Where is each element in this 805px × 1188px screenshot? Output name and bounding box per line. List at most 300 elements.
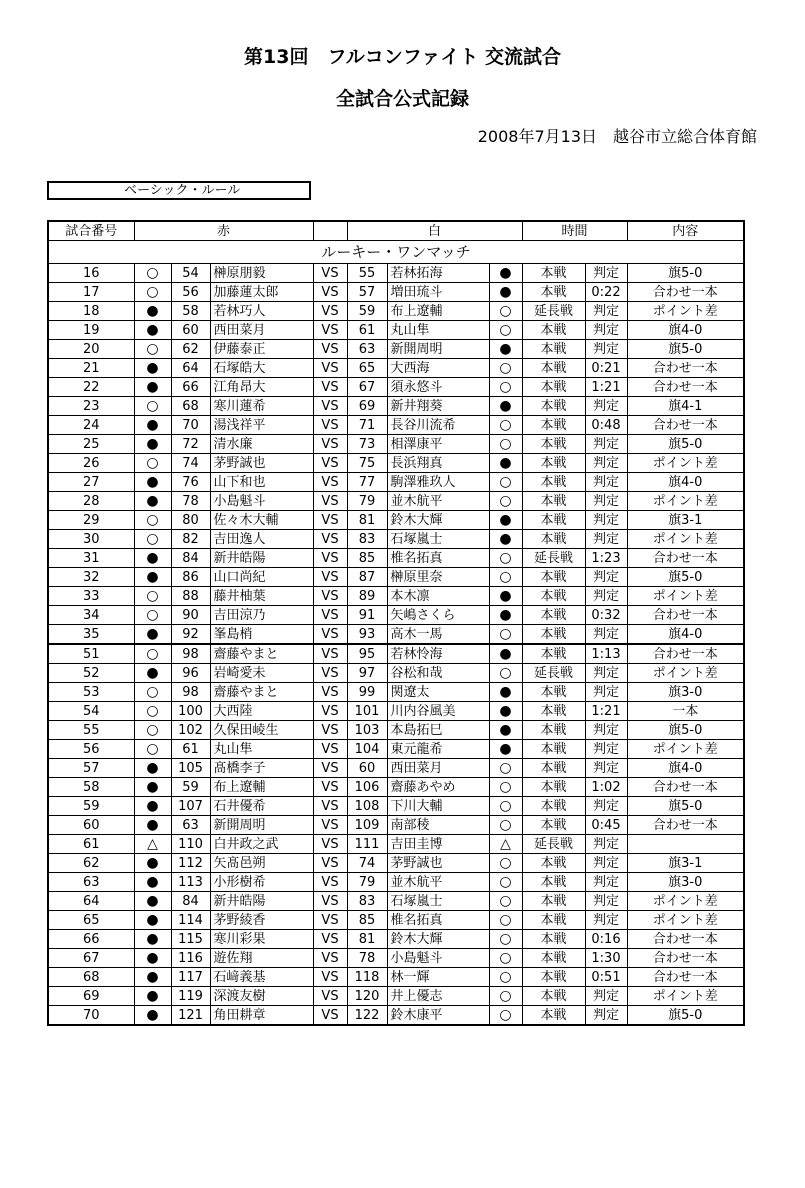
- round: 本戦: [522, 359, 585, 378]
- red-result-mark: ○: [134, 587, 171, 606]
- red-result-mark: ○: [134, 721, 171, 740]
- content: 旗5-0: [627, 1006, 744, 1026]
- round: 本戦: [522, 987, 585, 1006]
- round: 本戦: [522, 873, 585, 892]
- red-result-mark: ●: [134, 949, 171, 968]
- table-row: [48, 454, 744, 473]
- content: ポイント差: [627, 454, 744, 473]
- table-row: [48, 892, 744, 911]
- white-name: 並木航平: [387, 873, 489, 892]
- table-row: [48, 873, 744, 892]
- table-row: [48, 816, 744, 835]
- vs-label: VS: [313, 835, 347, 854]
- time: 判定: [585, 397, 627, 416]
- white-result-mark: ●: [489, 721, 522, 740]
- red-result-mark: ●: [134, 321, 171, 340]
- white-name: 増田琉斗: [387, 283, 489, 302]
- vs-label: VS: [313, 683, 347, 702]
- content: 旗4-0: [627, 473, 744, 492]
- white-number: 81: [347, 511, 387, 530]
- vs-label: VS: [313, 302, 347, 321]
- red-number: 110: [171, 835, 210, 854]
- red-name: 石塚皓大: [210, 359, 313, 378]
- vs-label: VS: [313, 778, 347, 797]
- time: 1:13: [585, 644, 627, 664]
- section-title: ルーキー・ワンマッチ: [48, 241, 744, 264]
- white-number: 118: [347, 968, 387, 987]
- time: 判定: [585, 264, 627, 283]
- red-result-mark: ○: [134, 740, 171, 759]
- vs-label: VS: [313, 702, 347, 721]
- match-no: 53: [48, 683, 134, 702]
- table-row: [48, 530, 744, 549]
- red-result-mark: ○: [134, 340, 171, 359]
- red-name: 峯島梢: [210, 625, 313, 645]
- red-result-mark: ●: [134, 759, 171, 778]
- white-result-mark: ○: [489, 321, 522, 340]
- red-result-mark: ○: [134, 264, 171, 283]
- red-name: 布上遼輔: [210, 778, 313, 797]
- table-row: [48, 416, 744, 435]
- white-result-mark: ○: [489, 968, 522, 987]
- white-name: 小島魁斗: [387, 949, 489, 968]
- vs-label: VS: [313, 949, 347, 968]
- red-number: 58: [171, 302, 210, 321]
- vs-label: VS: [313, 530, 347, 549]
- red-result-mark: ●: [134, 664, 171, 683]
- table-row: [48, 321, 744, 340]
- white-result-mark: ○: [489, 302, 522, 321]
- content: 旗4-0: [627, 321, 744, 340]
- white-name: 石塚嵐士: [387, 892, 489, 911]
- white-name: 石塚嵐士: [387, 530, 489, 549]
- round: 本戦: [522, 949, 585, 968]
- red-number: 100: [171, 702, 210, 721]
- white-number: 95: [347, 644, 387, 664]
- time: 判定: [585, 511, 627, 530]
- vs-label: VS: [313, 873, 347, 892]
- match-no: 55: [48, 721, 134, 740]
- vs-label: VS: [313, 816, 347, 835]
- red-number: 72: [171, 435, 210, 454]
- content: 一本: [627, 702, 744, 721]
- red-number: 54: [171, 264, 210, 283]
- vs-label: VS: [313, 892, 347, 911]
- red-result-mark: ○: [134, 702, 171, 721]
- round: 本戦: [522, 797, 585, 816]
- match-no: 57: [48, 759, 134, 778]
- table-row: [48, 340, 744, 359]
- white-name: 南部稜: [387, 816, 489, 835]
- white-result-mark: ●: [489, 454, 522, 473]
- time: 判定: [585, 854, 627, 873]
- time: 判定: [585, 473, 627, 492]
- white-result-mark: △: [489, 835, 522, 854]
- table-row: [48, 968, 744, 987]
- content: 旗5-0: [627, 797, 744, 816]
- white-name: 谷松和哉: [387, 664, 489, 683]
- time: 1:02: [585, 778, 627, 797]
- white-result-mark: ○: [489, 568, 522, 587]
- red-result-mark: ●: [134, 473, 171, 492]
- white-result-mark: ●: [489, 511, 522, 530]
- white-result-mark: ●: [489, 683, 522, 702]
- header-row: [48, 221, 744, 241]
- white-name: 齋藤あやめ: [387, 778, 489, 797]
- round: 本戦: [522, 911, 585, 930]
- red-number: 76: [171, 473, 210, 492]
- red-name: 吉田涼乃: [210, 606, 313, 625]
- match-no: 35: [48, 625, 134, 645]
- white-name: 若林拓海: [387, 264, 489, 283]
- content: ポイント差: [627, 587, 744, 606]
- match-no: 70: [48, 1006, 134, 1026]
- red-result-mark: ●: [134, 416, 171, 435]
- match-no: 60: [48, 816, 134, 835]
- header-time: 時間: [522, 221, 627, 241]
- match-no: 34: [48, 606, 134, 625]
- vs-label: VS: [313, 1006, 347, 1026]
- round: 本戦: [522, 721, 585, 740]
- round: 本戦: [522, 568, 585, 587]
- white-number: 99: [347, 683, 387, 702]
- vs-label: VS: [313, 625, 347, 645]
- white-number: 63: [347, 340, 387, 359]
- time: 判定: [585, 911, 627, 930]
- time: 判定: [585, 740, 627, 759]
- white-number: 71: [347, 416, 387, 435]
- match-no: 19: [48, 321, 134, 340]
- table-row: [48, 644, 744, 664]
- white-result-mark: ○: [489, 854, 522, 873]
- red-number: 92: [171, 625, 210, 645]
- white-name: 高木一馬: [387, 625, 489, 645]
- red-name: 久保田崚生: [210, 721, 313, 740]
- content: 旗5-0: [627, 568, 744, 587]
- match-no: 29: [48, 511, 134, 530]
- white-name: 駒澤雅玖人: [387, 473, 489, 492]
- white-number: 85: [347, 549, 387, 568]
- white-name: 関遼太: [387, 683, 489, 702]
- red-result-mark: ●: [134, 911, 171, 930]
- vs-label: VS: [313, 568, 347, 587]
- white-name: 布上遼輔: [387, 302, 489, 321]
- white-number: 93: [347, 625, 387, 645]
- round: 本戦: [522, 759, 585, 778]
- header-vs-blank: [313, 221, 347, 241]
- white-number: 122: [347, 1006, 387, 1026]
- white-number: 106: [347, 778, 387, 797]
- table-row: [48, 511, 744, 530]
- white-name: 並木航平: [387, 492, 489, 511]
- white-number: 57: [347, 283, 387, 302]
- match-no: 26: [48, 454, 134, 473]
- time: 判定: [585, 759, 627, 778]
- white-name: 若林怜海: [387, 644, 489, 664]
- white-result-mark: ○: [489, 549, 522, 568]
- vs-label: VS: [313, 359, 347, 378]
- red-result-mark: ●: [134, 854, 171, 873]
- white-number: 77: [347, 473, 387, 492]
- table-row: [48, 835, 744, 854]
- white-name: 吉田圭博: [387, 835, 489, 854]
- red-name: 白井政之武: [210, 835, 313, 854]
- white-number: 81: [347, 930, 387, 949]
- vs-label: VS: [313, 416, 347, 435]
- header-red: 赤: [134, 221, 313, 241]
- time: 判定: [585, 530, 627, 549]
- white-number: 75: [347, 454, 387, 473]
- round: 本戦: [522, 321, 585, 340]
- time: 判定: [585, 873, 627, 892]
- round: 本戦: [522, 397, 585, 416]
- red-number: 98: [171, 683, 210, 702]
- content: 合わせ一本: [627, 949, 744, 968]
- time: 判定: [585, 492, 627, 511]
- white-name: 川内谷風美: [387, 702, 489, 721]
- content: ポイント差: [627, 892, 744, 911]
- match-no: 68: [48, 968, 134, 987]
- match-no: 64: [48, 892, 134, 911]
- vs-label: VS: [313, 321, 347, 340]
- red-number: 119: [171, 987, 210, 1006]
- content: 旗3-0: [627, 683, 744, 702]
- red-number: 115: [171, 930, 210, 949]
- vs-label: VS: [313, 911, 347, 930]
- table-row: [48, 283, 744, 302]
- time: 0:48: [585, 416, 627, 435]
- red-result-mark: ●: [134, 549, 171, 568]
- round: 本戦: [522, 930, 585, 949]
- content: 旗4-0: [627, 625, 744, 645]
- match-no: 20: [48, 340, 134, 359]
- match-no: 54: [48, 702, 134, 721]
- white-name: 林一輝: [387, 968, 489, 987]
- content: 合わせ一本: [627, 778, 744, 797]
- round: 延長戦: [522, 664, 585, 683]
- content: 旗4-1: [627, 397, 744, 416]
- white-result-mark: ○: [489, 892, 522, 911]
- time: 0:21: [585, 359, 627, 378]
- red-name: 山口尚紀: [210, 568, 313, 587]
- content: 旗4-0: [627, 759, 744, 778]
- white-number: 59: [347, 302, 387, 321]
- red-result-mark: ●: [134, 359, 171, 378]
- page-subtitle: 全試合公式記録: [335, 88, 469, 110]
- white-number: 60: [347, 759, 387, 778]
- vs-label: VS: [313, 454, 347, 473]
- white-result-mark: ●: [489, 702, 522, 721]
- red-number: 56: [171, 283, 210, 302]
- red-result-mark: ●: [134, 1006, 171, 1026]
- white-number: 65: [347, 359, 387, 378]
- time: 1:21: [585, 378, 627, 397]
- date-venue: 2008年7月13日 越谷市立総合体育館: [477, 127, 757, 146]
- red-number: 102: [171, 721, 210, 740]
- red-name: 山下和也: [210, 473, 313, 492]
- vs-label: VS: [313, 397, 347, 416]
- vs-label: VS: [313, 664, 347, 683]
- round: 本戦: [522, 340, 585, 359]
- white-name: 長浜翔真: [387, 454, 489, 473]
- header-no: 試合番号: [48, 221, 134, 241]
- round: 延長戦: [522, 549, 585, 568]
- results-table: [47, 220, 745, 1026]
- white-name: 東元龍希: [387, 740, 489, 759]
- red-number: 62: [171, 340, 210, 359]
- red-number: 82: [171, 530, 210, 549]
- table-row: [48, 854, 744, 873]
- red-number: 116: [171, 949, 210, 968]
- vs-label: VS: [313, 606, 347, 625]
- red-result-mark: ●: [134, 778, 171, 797]
- white-result-mark: ○: [489, 797, 522, 816]
- red-number: 78: [171, 492, 210, 511]
- red-name: 齋藤やまと: [210, 683, 313, 702]
- red-number: 98: [171, 644, 210, 664]
- white-name: 本木凛: [387, 587, 489, 606]
- time: 判定: [585, 683, 627, 702]
- red-number: 63: [171, 816, 210, 835]
- round: 本戦: [522, 854, 585, 873]
- round: 本戦: [522, 625, 585, 645]
- red-number: 113: [171, 873, 210, 892]
- match-no: 69: [48, 987, 134, 1006]
- red-name: 佐々木大輔: [210, 511, 313, 530]
- match-no: 56: [48, 740, 134, 759]
- time: 判定: [585, 721, 627, 740]
- red-result-mark: ●: [134, 378, 171, 397]
- red-number: 59: [171, 778, 210, 797]
- white-number: 83: [347, 530, 387, 549]
- vs-label: VS: [313, 587, 347, 606]
- round: 本戦: [522, 606, 585, 625]
- vs-label: VS: [313, 492, 347, 511]
- round: 本戦: [522, 1006, 585, 1026]
- vs-label: VS: [313, 511, 347, 530]
- white-number: 69: [347, 397, 387, 416]
- content: [627, 835, 744, 854]
- time: 判定: [585, 987, 627, 1006]
- red-result-mark: ○: [134, 530, 171, 549]
- red-result-mark: ○: [134, 644, 171, 664]
- red-number: 84: [171, 549, 210, 568]
- time: 1:30: [585, 949, 627, 968]
- match-no: 67: [48, 949, 134, 968]
- round: 本戦: [522, 778, 585, 797]
- white-name: 相澤康平: [387, 435, 489, 454]
- round: 本戦: [522, 283, 585, 302]
- table-row: [48, 359, 744, 378]
- table-row: [48, 778, 744, 797]
- red-name: 髙橋李子: [210, 759, 313, 778]
- white-result-mark: ○: [489, 930, 522, 949]
- white-number: 79: [347, 873, 387, 892]
- red-result-mark: ○: [134, 454, 171, 473]
- white-name: 須永悠斗: [387, 378, 489, 397]
- table-row: [48, 378, 744, 397]
- red-result-mark: ○: [134, 606, 171, 625]
- content: ポイント差: [627, 302, 744, 321]
- white-name: 新開周明: [387, 340, 489, 359]
- time: 判定: [585, 587, 627, 606]
- red-number: 121: [171, 1006, 210, 1026]
- table-row: [48, 473, 744, 492]
- red-name: 丸山隼: [210, 740, 313, 759]
- red-name: 石井優希: [210, 797, 313, 816]
- red-number: 80: [171, 511, 210, 530]
- rule-label-box: [47, 181, 311, 200]
- red-name: 西田菜月: [210, 321, 313, 340]
- time: 0:22: [585, 283, 627, 302]
- red-result-mark: △: [134, 835, 171, 854]
- time: 1:21: [585, 702, 627, 721]
- white-number: 89: [347, 587, 387, 606]
- vs-label: VS: [313, 740, 347, 759]
- white-name: 長谷川流希: [387, 416, 489, 435]
- white-result-mark: ●: [489, 606, 522, 625]
- round: 本戦: [522, 683, 585, 702]
- match-no: 52: [48, 664, 134, 683]
- red-result-mark: ●: [134, 568, 171, 587]
- match-no: 63: [48, 873, 134, 892]
- table-row: [48, 721, 744, 740]
- white-number: 109: [347, 816, 387, 835]
- round: 延長戦: [522, 835, 585, 854]
- red-result-mark: ○: [134, 511, 171, 530]
- table-row: [48, 664, 744, 683]
- red-result-mark: ○: [134, 397, 171, 416]
- content: ポイント差: [627, 530, 744, 549]
- content: 旗3-0: [627, 873, 744, 892]
- white-number: 103: [347, 721, 387, 740]
- red-number: 88: [171, 587, 210, 606]
- header-white: 白: [347, 221, 522, 241]
- time: 判定: [585, 454, 627, 473]
- red-name: 吉田逸人: [210, 530, 313, 549]
- white-result-mark: ○: [489, 359, 522, 378]
- vs-label: VS: [313, 644, 347, 664]
- red-name: 寒川彩果: [210, 930, 313, 949]
- red-result-mark: ●: [134, 625, 171, 645]
- white-name: 鈴木大輝: [387, 511, 489, 530]
- red-number: 74: [171, 454, 210, 473]
- red-name: 新開周明: [210, 816, 313, 835]
- white-result-mark: ○: [489, 816, 522, 835]
- content: ポイント差: [627, 664, 744, 683]
- results-body: [48, 221, 744, 1025]
- white-name: 椎名拓真: [387, 549, 489, 568]
- white-result-mark: ●: [489, 740, 522, 759]
- time: 判定: [585, 835, 627, 854]
- red-name: 茅野綾香: [210, 911, 313, 930]
- match-no: 51: [48, 644, 134, 664]
- white-number: 85: [347, 911, 387, 930]
- white-result-mark: ○: [489, 664, 522, 683]
- red-name: 藤井柚葉: [210, 587, 313, 606]
- match-no: 24: [48, 416, 134, 435]
- white-result-mark: ○: [489, 625, 522, 645]
- red-number: 64: [171, 359, 210, 378]
- white-number: 108: [347, 797, 387, 816]
- red-number: 61: [171, 740, 210, 759]
- white-name: 本島拓巳: [387, 721, 489, 740]
- white-name: 西田菜月: [387, 759, 489, 778]
- content: ポイント差: [627, 740, 744, 759]
- table-row: [48, 987, 744, 1006]
- table-row: [48, 302, 744, 321]
- table-row: [48, 930, 744, 949]
